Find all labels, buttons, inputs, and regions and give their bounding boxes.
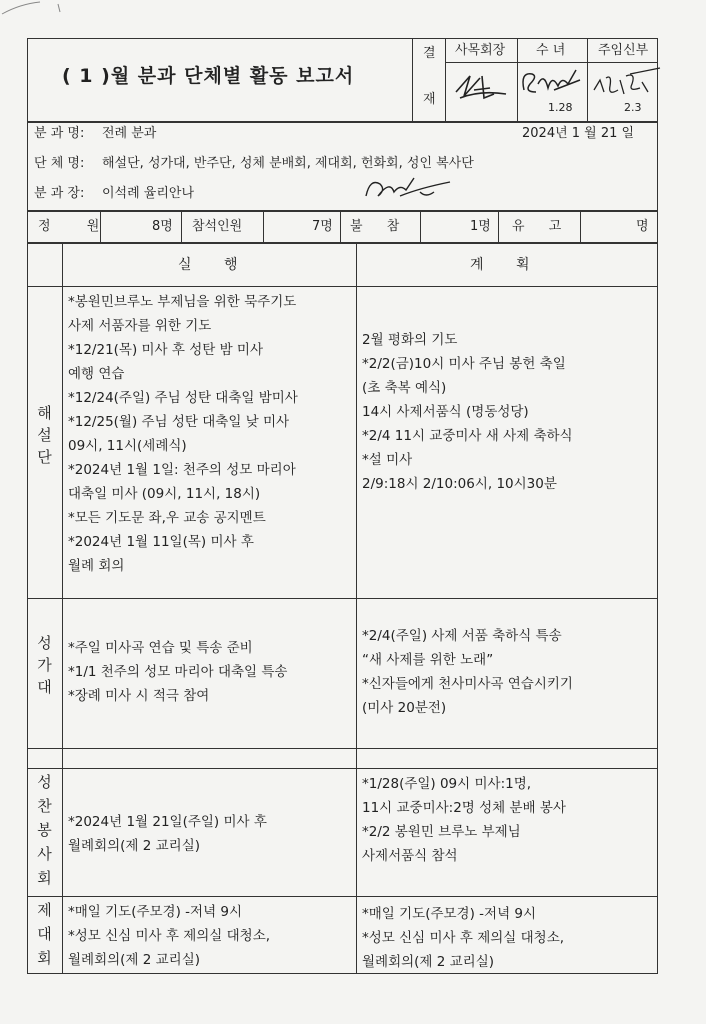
row-label-commentators: 해 설 단 [37,404,52,466]
groups-value: 해설단, 성가대, 반주단, 성체 분배회, 제대회, 헌화회, 성인 복사단 [102,156,474,171]
row-commentators-done: *봉원민브루노 부제님을 위한 묵주기도 사제 서품자를 위한 기도 *12/21(목) 미사 후 성탄 밤 미사 예행 연습 *12/24(주일) 주님 성탄 대축일 밤미사 *12/25(월) 주님 성탄 대축일 낮 미사 09시, 11시(세례식) *2024년 1월 1일: 천주의 성모 마리아 대축일 미사 (09시, 11시, 18시) *모든 기도문 좌,우 교송 공지멘트 *2024년 1월 11일(목) 미사 후 월례 회의 [68,294,298,574]
approval-label-bottom: 재 [423,92,436,107]
dept-label: 분 과 명: [34,126,85,141]
corner-mark-icon [0,0,80,20]
approval-col-nun: 수 녀 [536,43,566,58]
column-header-plan: 계 획 [470,257,544,273]
row-eucharist-plan: *1/28(주일) 09시 미사:1명, 11시 교중미사:2명 성체 분배 봉사 *2/2 봉원민 브루노 부제님 사제서품식 참석 [362,776,566,864]
signature-pastoral-icon [450,68,514,112]
signature-nun-icon [518,62,586,102]
groups-label: 단 체 명: [34,156,85,171]
excused-label: 유 고 [512,219,572,234]
report-date: 2024년 1 월 21 일 [522,126,635,141]
row-label-eucharist: 성 찬 봉 사 회 [37,773,52,887]
row-altar-done: *매일 기도(주모경) -저녁 9시 *성모 신심 미사 후 제의실 대청소, 월례회의(제 2 교리실) [68,904,271,968]
excused-value: 명 [636,219,649,234]
signature-priest-date: 2.3 [624,101,642,114]
row-choir-plan: *2/4(주일) 사제 서품 축하식 특송 “새 사제를 위한 노래” *신자들에게 천사미사곡 연습시키기 (미사 20분전) [362,628,573,716]
chief-value: 이석례 율리안나 [102,186,195,201]
page-title: ( 1 )월 분과 단체별 활동 보고서 [62,65,355,87]
attend-label: 참석인원 [192,219,243,234]
capacity-label: 정 원 [38,219,116,234]
signature-chief-icon [360,170,460,206]
absent-label: 불 참 [350,219,410,234]
row-altar-plan: *매일 기도(주모경) -저녁 9시 *성모 신심 미사 후 제의실 대청소, 월례회의(제 2 교리실) [362,906,565,970]
dept-value: 전례 분과 [102,126,157,141]
signature-nun-date: 1.28 [548,101,573,114]
row-choir-done: *주일 미사곡 연습 및 특송 준비 *1/1 천주의 성모 마리아 대축일 특송 *장례 미사 시 적극 참여 [68,640,288,704]
row-eucharist-done: *2024년 1월 21일(주일) 미사 후 월례회의(제 2 교리실) [68,814,267,854]
approval-col-pastoral: 사목회장 [455,43,506,58]
column-header-done: 실 행 [178,257,252,273]
chief-label: 분 과 장: [34,186,85,201]
approval-col-priest: 주임신부 [598,43,649,58]
row-label-altar: 제 대 회 [37,901,52,967]
absent-value: 1명 [470,219,491,234]
capacity-value: 8명 [152,219,173,234]
attend-value: 7명 [312,219,333,234]
row-commentators-plan: 2월 평화의 기도 *2/2(금)10시 미사 주님 봉헌 축일 (초 축복 예식) 14시 사제서품식 (명동성당) *2/4 11시 교중미사 새 사제 축하식 *설 미사 2/9:18시 2/10:06시, 10시30분 [362,332,573,492]
row-label-choir: 성 가 대 [37,634,52,696]
approval-label-top: 결 [423,46,436,61]
